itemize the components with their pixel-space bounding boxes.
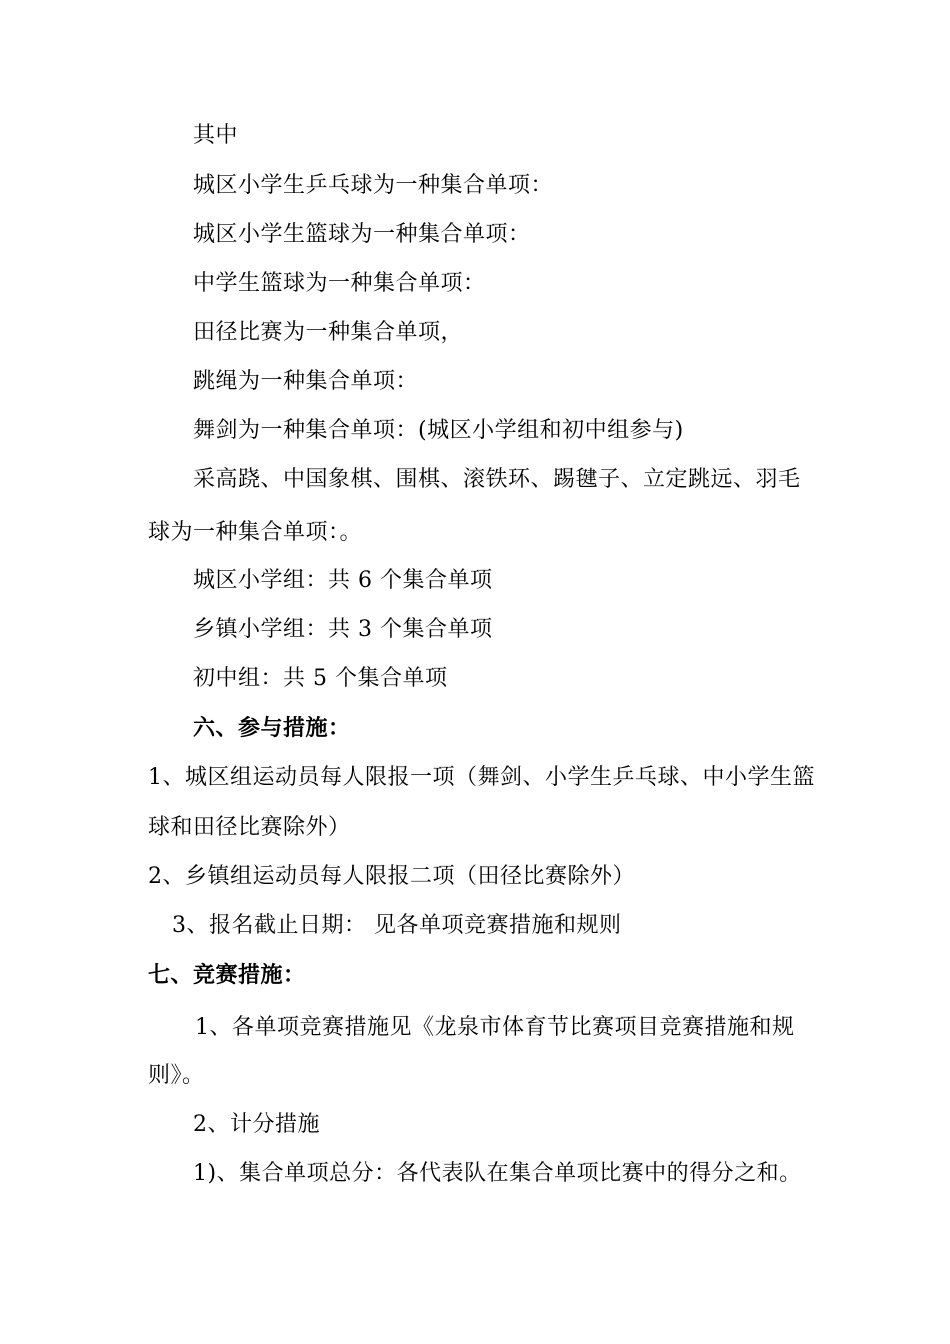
text-line: 初中组：共 5 个集合单项 xyxy=(193,666,448,691)
list-item: 2、计分措施 xyxy=(193,1112,320,1137)
list-item: 则》。 xyxy=(148,1063,205,1088)
text-line: 舞剑为一种集合单项：(城区小学组和初中组参与) xyxy=(193,418,684,443)
text-line: 球为一种集合单项：。 xyxy=(148,520,363,545)
list-item: 1、城区组运动员每人限报一项（舞剑、小学生乒乓球、中小学生篮 xyxy=(148,765,815,790)
list-item: 1、各单项竞赛措施见《龙泉市体育节比赛项目竞赛措施和规 xyxy=(195,1015,795,1040)
list-item: 3、报名截止日期： 见各单项竞赛措施和规则 xyxy=(172,913,622,938)
list-item: 1)、集合单项总分：各代表队在集合单项比赛中的得分之和。 xyxy=(193,1161,802,1186)
list-item: 球和田径比赛除外） xyxy=(148,815,351,840)
section-heading: 六、参与措施： xyxy=(193,715,351,741)
text-line: 跳绳为一种集合单项： xyxy=(193,369,419,394)
text-line: 中学生篮球为一种集合单项： xyxy=(193,271,486,296)
text-line: 城区小学生乒乓球为一种集合单项： xyxy=(193,173,554,198)
text-line: 田径比赛为一种集合单项， xyxy=(193,320,464,345)
text-line: 采高跷、中国象棋、围棋、滚铁环、踢毽子、立定跳远、羽毛 xyxy=(193,467,801,492)
text-line: 其中 xyxy=(193,123,239,148)
list-item: 2、乡镇组运动员每人限报二项（田径比赛除外） xyxy=(148,864,635,889)
text-line: 乡镇小学组：共 3 个集合单项 xyxy=(193,617,493,642)
text-line: 城区小学组：共 6 个集合单项 xyxy=(193,568,493,593)
section-heading: 七、竞赛措施： xyxy=(148,962,306,988)
text-line: 城区小学生篮球为一种集合单项： xyxy=(193,222,531,247)
